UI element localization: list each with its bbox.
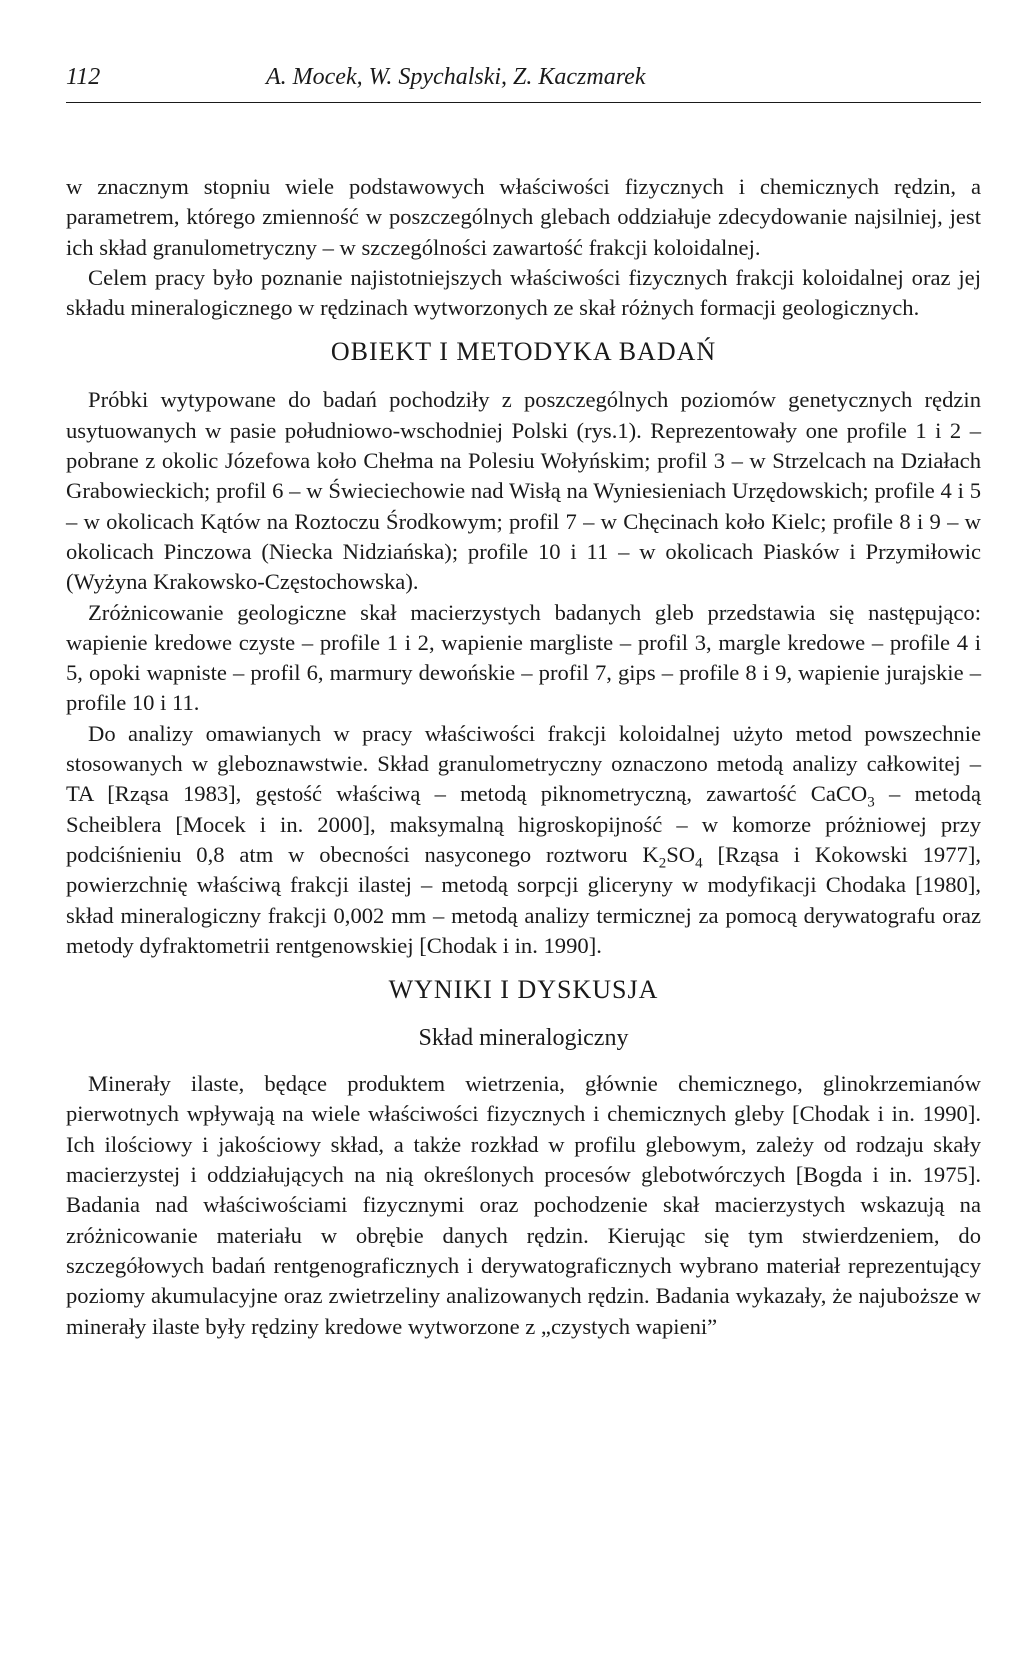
paragraph-intro-continued: w znacznym stopniu wiele podstawowych właściwości fizycznych i chemicznych rędzin, a parametrem, którego zmienność w poszczególnych glebach oddziałuje zdecydowanie najsilniej, jest ich skład granulometryczny – w szczególności zawartość frakcji koloidalnej. xyxy=(66,174,981,260)
subsection-heading-mineralogy: Skład mineralogiczny xyxy=(418,1025,629,1052)
methods-sub-3: 3 xyxy=(867,794,875,811)
running-header-authors: A. Mocek, W. Spychalski, Z. Kaczmarek xyxy=(266,64,646,90)
paragraph-methods xyxy=(66,719,981,961)
section-heading-results: WYNIKI I DYSKUSJA xyxy=(388,975,659,1005)
methods-sub-2: 2 xyxy=(658,855,667,872)
methods-text-d: [Rząsa i Kokowski 1977], powierzchnię właściwą frakcji ilastej – metodą sorpcji gliceryny w modyfikacji Chodaka [1980], skład mineralogiczny frakcji 0,002 mm – metodą analizy termicznej za pomocą derywatografu oraz metody dyfraktometrii rentgenowskiej [Chodak i in. 1990]. xyxy=(66,841,981,958)
paragraph-aim: Celem pracy było poznanie najistotniejszych właściwości fizycznych frakcji koloidalnej oraz jej składu mineralogicznego w rędzinach wytworzonych ze skał różnych formacji geologicznych. xyxy=(66,264,981,321)
methods-text-b: – metodą Scheiblera [Mocek i in. 2000], maksymalną higroskopijność – w komorze próżniowej przy podciśnieniu 0,8 atm w obecności nasyconego roztworu K xyxy=(66,781,981,867)
page xyxy=(66,62,981,1339)
page-body xyxy=(66,172,981,1342)
page-number: 112 xyxy=(66,64,101,90)
section-heading-methods: OBIEKT I METODYKA BADAŃ xyxy=(330,337,717,367)
methods-text-c: SO xyxy=(666,841,696,867)
paragraph-clay-minerals: Minerały ilaste, będące produktem wietrzenia, głównie chemicznego, glinokrzemianów pierwotnych wpływają na wiele właściwości fizycznych i chemicznych gleby [Chodak i in. 1990]. Ich ilościowy i jakościowy skład, a także rozkład w profilu glebowym, zależy od rodzaju skały macierzystej i oddziałujących na nią określonych procesów glebotwórczych [Bogda i in. 1975]. Badania nad właściwościami fizycznymi oraz pochodzenie skał macierzystych wskazują na zróżnicowanie materiału w obrębie danych rędzin. Kierując się tym stwierdzeniem, do szczegółowych badań rentgenograficznych i derywatograficznych wybrano materiał reprezentujący poziomy akumulacyjne oraz zwietrzeliny analizowanych rędzin. Badania wykazały, że najuboższe w minerały ilaste były rędziny kredowe wytworzone z „czystych wapieni” xyxy=(66,1071,981,1339)
paragraph-geology: Zróżnicowanie geologiczne skał macierzystych badanych gleb przedstawia się następująco: wapienie kredowe czyste – profile 1 i 2, wapienie margliste – profil 3, margle kredowe – profile 4 i 5, opoki wapniste – profil 6, marmury dewońskie – profil 7, gips – profile 8 i 9, wapienie jurajskie – profile 10 i 11. xyxy=(66,599,981,716)
running-header xyxy=(66,62,981,103)
methods-text-a: Do analizy omawianych w pracy właściwości frakcji koloidalnej użyto metod powszechnie stosowanych w gleboznawstwie. Skład granulometryczny oznaczono metodą analizy całkowitej – TA [Rząsa 1983], gęstość właściwą – metodą piknometryczną, zawartość CaCO xyxy=(66,720,981,807)
paragraph-samples: Próbki wytypowane do badań pochodziły z poszczególnych poziomów genetycznych rędzin usytuowanych w pasie południowo-wschodniej Polski (rys.1). Reprezentowały one profile 1 i 2 – pobrane z okolic Józefowa koło Chełma na Polesiu Wołyńskim; profil 3 – w Strzelcach na Działach Grabowieckich; profil 6 – w Świeciechowie nad Wisłą na Wyniesieniach Urzędowskich; profile 4 i 5 – w okolicach Kątów na Roztoczu Środkowym; profil 7 – w Chęcinach koło Kielc; profile 8 i 9 – w okolicach Pinczowa (Niecka Nidziańska); profile 10 i 11 – w okolicach Piasków i Przymiłowic (Wyżyna Krakowsko-Częstochowska). xyxy=(66,387,981,595)
methods-sub-4: 4 xyxy=(695,855,703,872)
